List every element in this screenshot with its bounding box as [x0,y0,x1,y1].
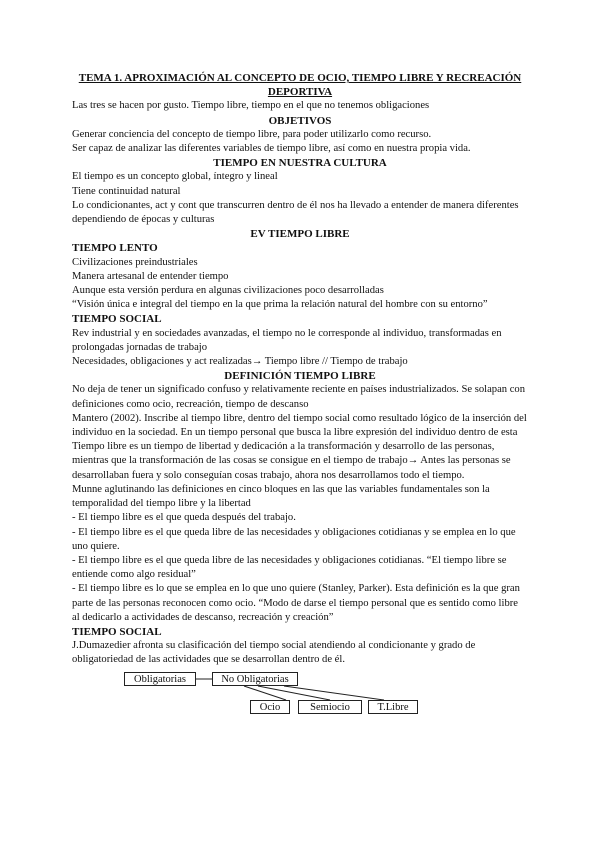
lento-line: Manera artesanal de entender tiempo [72,270,229,282]
document-title: TEMA 1. APROXIMACIÓN AL CONCEPTO DE OCIO, TIEMPO LIBRE Y RECREACIÓN DEPORTIVA [78,72,522,99]
lento-line: “Visión única e integral del tiempo en la que prima la relación natural del hombre con su entorno” [72,299,488,311]
tlibre-box: T.Libre [368,700,418,714]
definicion-line: - El tiempo libre es el que queda libre de las necesidades y obligaciones cotidianas. “El tiempo libre se entiende como algo residual” [72,554,507,581]
definicion-line: Tiempo libre es un tiempo de libertad y dedicación a la transformación y desarrollo de las personas, mientras que la transformación de las cosas se consigue en el tiempo de trabajo→ Antes las personas se desarrollaban fuera y solo conseguían cosas trabajo, ahora nos desarrollamos todo el tiempo. [72,441,511,481]
social2-heading: TIEMPO SOCIAL [72,625,162,638]
definicion-line: Munne aglutinando las definiciones en cinco bloques en las que las variables fundamentales son la temporalidad del tiempo libre y la libertad [72,483,490,510]
classification-diagram [72,672,528,724]
social-line: Rev industrial y en sociedades avanzadas, el tiempo no le corresponde al individuo, transformadas en prolongadas jornadas de trabajo [72,327,502,353]
social-line: Necesidades, obligaciones y act realizadas→ Tiempo libre // Tiempo de trabajo [72,356,408,368]
ev-heading: EV TIEMPO LIBRE [250,228,350,241]
definicion-line: - El tiempo libre es lo que se emplea en lo que uno quiere (Stanley, Parker). Esta definición es la que gran parte de las personas reconocen como ocio. “Modo de darse el tiempo personal que es sentido como libre al dedicarlo a actividades de descanso, recreación y creación” [72,583,520,623]
cultura-heading: TIEMPO EN NUESTRA CULTURA [213,157,387,170]
objetivos-line: Generar conciencia del concepto de tiempo libre, para poder utilizarlo como recurso. [72,128,432,140]
social2-line: J.Dumazedier afronta su clasificación del tiempo social atendiendo al condicionante y grado de obligatoriedad de las actividades que se desarrollan dentro de él. [72,640,476,666]
lento-heading: TIEMPO LENTO [72,242,158,255]
lento-line: Aunque esta versión perdura en algunas civilizaciones poco desarrolladas [72,285,384,297]
definicion-line: Mantero (2002). Inscribe al tiempo libre, dentro del tiempo social como resultado lógico de la inserción del individuo en la sociedad. En un tiempo personal que busca la libre expresión del individuo dentro de esta [72,412,527,439]
lento-line: Civilizaciones preindustriales [72,256,198,268]
semiocio-box: Semiocio [298,700,362,714]
definicion-line: No deja de tener un significado confuso y relativamente reciente en países industrializados. Se solapan con definiciones como ocio, recreación, tiempo de descanso [72,384,526,410]
social-heading: TIEMPO SOCIAL [72,313,162,326]
cultura-line: Lo condicionantes, act y cont que transcurren dentro de él nos ha llevado a entender de manera diferentes dependiendo de épocas y culturas [72,199,519,226]
cultura-line: El tiempo es un concepto global, íntegro y lineal [72,171,278,183]
ocio-box: Ocio [250,700,290,714]
obligatorias-box: Obligatorias [124,672,196,686]
document-body [72,71,528,724]
cultura-line: Tiene continuidad natural [72,185,181,197]
objetivos-heading: OBJETIVOS [268,114,332,127]
objetivos-line: Ser capaz de analizar las diferentes variables de tiempo libre, así como en nuestra propia vida. [72,143,471,155]
definicion-line: - El tiempo libre es el que queda después del trabajo. [72,512,296,524]
definicion-line: - El tiempo libre es el que queda libre de las necesidades y obligaciones cotidianas y se emplea en lo que uno quiere. [72,526,516,552]
definicion-heading: DEFINICIÓN TIEMPO LIBRE [224,370,376,383]
intro-text: Las tres se hacen por gusto. Tiempo libre, tiempo en el que no tenemos obligaciones [72,100,430,112]
no-obligatorias-box: No Obligatorias [212,672,298,686]
